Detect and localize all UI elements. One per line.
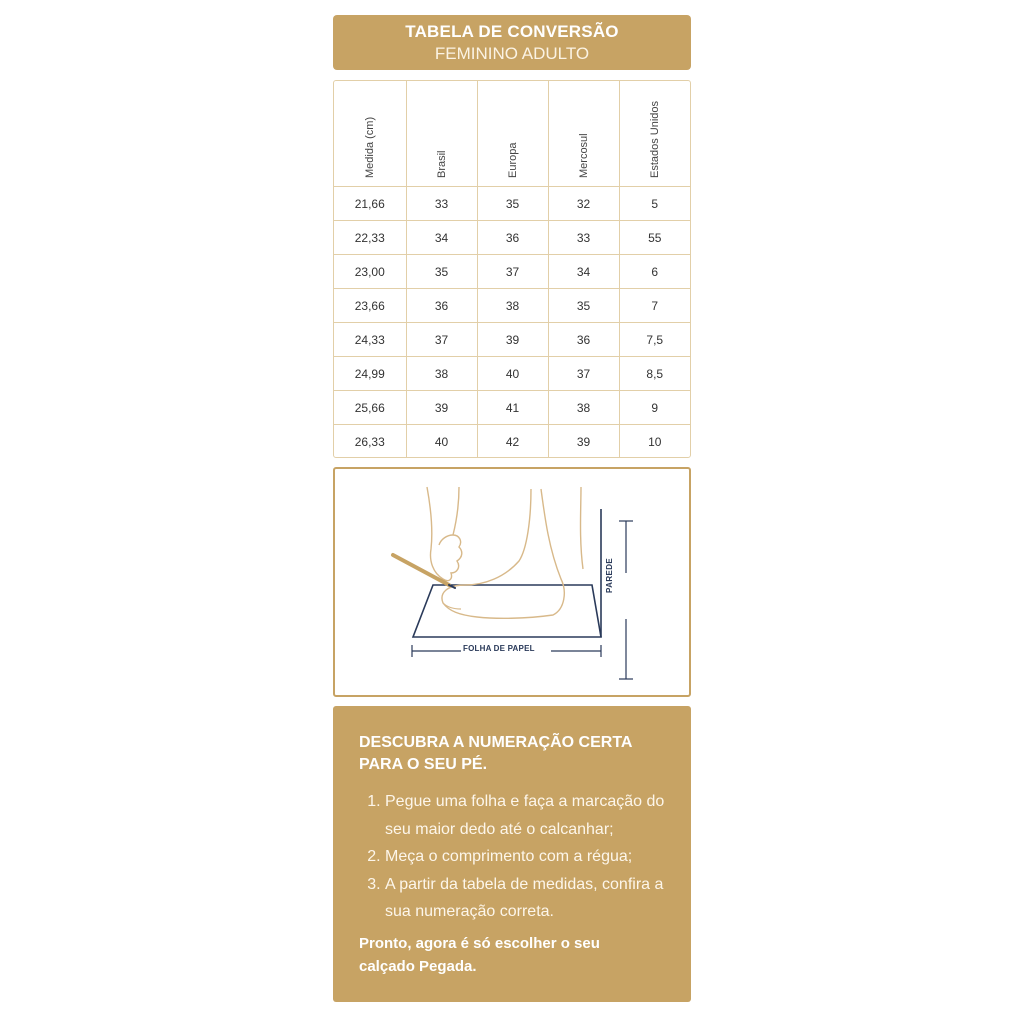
instruction-step: 2. Meça o comprimento com a régua; <box>385 843 685 871</box>
table-cell: 23,00 <box>334 255 406 289</box>
column-header: Brasil <box>406 81 477 187</box>
table-row <box>334 357 690 391</box>
table-cell: 7,5 <box>619 323 690 357</box>
table-row <box>334 221 690 255</box>
table-cell: 34 <box>406 221 477 255</box>
column-header: Estados Unidos <box>619 81 690 187</box>
table-cell: 35 <box>548 289 619 323</box>
table-cell: 10 <box>619 425 690 459</box>
table-cell: 24,33 <box>334 323 406 357</box>
table-cell: 26,33 <box>334 425 406 459</box>
table-cell: 25,66 <box>334 391 406 425</box>
table-header-row <box>334 81 690 187</box>
table-cell: 55 <box>619 221 690 255</box>
table-cell: 39 <box>548 425 619 459</box>
table-cell: 9 <box>619 391 690 425</box>
conversion-table <box>333 80 691 458</box>
table-cell: 39 <box>477 323 548 357</box>
paper-sheet <box>413 585 601 637</box>
table-cell: 8,5 <box>619 357 690 391</box>
table-cell: 33 <box>548 221 619 255</box>
table-cell: 36 <box>406 289 477 323</box>
table-title: TABELA DE CONVERSÃO <box>405 22 619 41</box>
foot-measurement-diagram <box>333 467 691 697</box>
table-cell: 22,33 <box>334 221 406 255</box>
table-cell: 34 <box>548 255 619 289</box>
table-cell: 37 <box>477 255 548 289</box>
table-cell: 41 <box>477 391 548 425</box>
table-cell: 35 <box>406 255 477 289</box>
table-cell: 37 <box>406 323 477 357</box>
table-cell: 24,99 <box>334 357 406 391</box>
table-subtitle: FEMININO ADULTO <box>434 44 590 63</box>
instruction-step: 1. Pegue uma folha e faça a marcação do seu maior dedo até o calcanhar; <box>385 788 685 843</box>
table-header <box>333 15 691 70</box>
table-cell: 6 <box>619 255 690 289</box>
table-cell: 38 <box>548 391 619 425</box>
table-cell: 32 <box>548 187 619 221</box>
table-cell: 38 <box>477 289 548 323</box>
table-cell: 23,66 <box>334 289 406 323</box>
instructions-panel <box>333 706 691 1002</box>
table-row <box>334 323 690 357</box>
table-cell: 40 <box>406 425 477 459</box>
instructions-heading: DESCUBRA A NUMERAÇÃO CERTA PARA O SEU PÉ. <box>359 734 632 773</box>
foot-illustration <box>335 469 689 695</box>
column-header: Medida (cm) <box>334 81 406 187</box>
column-header: Europa <box>477 81 548 187</box>
table-cell: 39 <box>406 391 477 425</box>
table-row <box>334 391 690 425</box>
hand-outline <box>427 487 462 581</box>
instructions-list <box>359 788 685 926</box>
wall-label: PAREDE <box>605 557 614 593</box>
table-cell: 38 <box>406 357 477 391</box>
table-cell: 36 <box>477 221 548 255</box>
table-cell: 42 <box>477 425 548 459</box>
table-cell: 40 <box>477 357 548 391</box>
table-cell: 7 <box>619 289 690 323</box>
table-cell: 21,66 <box>334 187 406 221</box>
table-cell: 33 <box>406 187 477 221</box>
instruction-step: 3. A partir da tabela de medidas, confira a sua numeração correta. <box>385 871 685 926</box>
column-header: Mercosul <box>548 81 619 187</box>
table-row <box>334 425 690 459</box>
foot-outline <box>442 489 564 618</box>
table-cell: 35 <box>477 187 548 221</box>
closing-text: Pronto, agora é só escolher o seu calçado Pegada. <box>359 935 600 975</box>
table-row <box>334 255 690 289</box>
pencil-icon <box>393 555 449 585</box>
table-cell: 36 <box>548 323 619 357</box>
table-cell: 37 <box>548 357 619 391</box>
table-row <box>334 187 690 221</box>
paper-label: FOLHA DE PAPEL <box>463 644 535 653</box>
table-cell: 5 <box>619 187 690 221</box>
table-row <box>334 289 690 323</box>
